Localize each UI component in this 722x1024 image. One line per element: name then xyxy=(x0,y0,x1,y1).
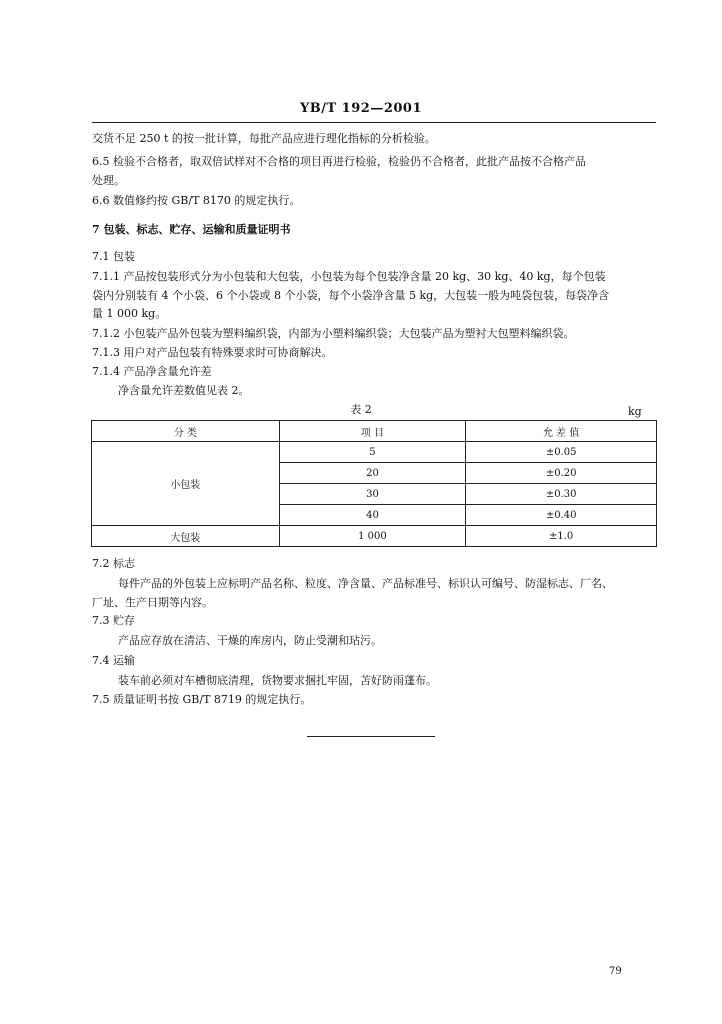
clause-6-6: 6.6 数值修约按 GB/T 8170 的规定执行。 xyxy=(92,194,301,207)
end-rule xyxy=(307,736,435,737)
section-7-2-heading: 7.2 标志 xyxy=(92,557,135,570)
clause-7-1-3: 7.1.3 用户对产品包装有特殊要求时可协商解决。 xyxy=(92,346,333,359)
page-header-title: YB/T 192—2001 xyxy=(299,101,423,116)
clause-7-2-line2: 厂址、生产日期等内容。 xyxy=(92,596,213,609)
paragraph-lot-rule: 交货不足 250 t 的按一批计算，每批产品应进行理化指标的分析检验。 xyxy=(92,132,436,145)
header-tolerance: 允 差 值 xyxy=(466,421,657,442)
section-7-1-heading: 7.1 包装 xyxy=(92,250,135,263)
category-large-package: 大包装 xyxy=(92,526,280,547)
tolerance-cell: ±0.20 xyxy=(466,463,657,484)
item-cell: 5 xyxy=(279,442,466,463)
item-cell: 40 xyxy=(279,505,466,526)
item-cell: 20 xyxy=(279,463,466,484)
clause-7-1-1-line3: 量 1 000 kg。 xyxy=(92,307,167,320)
clause-7-2-line1: 每件产品的外包装上应标明产品名称、粒度、净含量、产品标准号、标识认可编号、防湿标志、厂名、 xyxy=(118,577,613,590)
page-number: 79 xyxy=(609,966,622,977)
item-cell: 30 xyxy=(279,484,466,505)
header-category: 分 类 xyxy=(92,421,280,442)
header-item: 项 目 xyxy=(279,421,466,442)
clause-7-4-body: 装车前必须对车槽彻底清理，货物要求捆扎牢固，苫好防雨蓬布。 xyxy=(118,674,437,687)
table-header-row xyxy=(92,421,657,442)
tolerance-cell: ±0.40 xyxy=(466,505,657,526)
clause-6-5-line2: 处理。 xyxy=(92,174,125,187)
tolerance-cell: ±0.05 xyxy=(466,442,657,463)
clause-7-5: 7.5 质量证明书按 GB/T 8719 的规定执行。 xyxy=(92,693,312,706)
table-caption: 表 2 xyxy=(350,403,372,416)
table-unit: kg xyxy=(628,405,642,418)
header-rule xyxy=(92,122,656,123)
table-row xyxy=(92,442,657,463)
clause-7-1-2: 7.1.2 小包装产品外包装为塑料编织袋，内部为小塑料编织袋；大包装产品为塑衬大包塑料编织袋。 xyxy=(92,327,575,340)
table-2 xyxy=(91,420,657,547)
clause-7-1-1-line1: 7.1.1 产品按包装形式分为小包装和大包装，小包装为每个包装净含量 20 kg、30 kg、40 kg，每个包装 xyxy=(92,270,606,283)
section-7-heading: 7 包装、标志、贮存、运输和质量证明书 xyxy=(92,223,291,236)
tolerance-cell: ±0.30 xyxy=(466,484,657,505)
section-7-4-heading: 7.4 运输 xyxy=(92,654,135,667)
clause-7-1-1-line2: 袋内分别装有 4 个小袋、6 个小袋或 8 个小袋，每个小袋净含量 5 kg，大包装一般为吨袋包装，每袋净含 xyxy=(92,289,610,302)
clause-7-3-body: 产品应存放在清洁、干燥的库房内，防止受潮和玷污。 xyxy=(118,634,382,647)
category-small-package: 小包装 xyxy=(92,442,280,526)
tolerance-cell: ±1.0 xyxy=(466,526,657,547)
clause-6-5-line1: 6.5 检验不合格者，取双倍试样对不合格的项目再进行检验，检验仍不合格者，此批产品按不合格产品 xyxy=(92,155,586,168)
table-row xyxy=(92,526,657,547)
clause-7-1-4: 7.1.4 产品净含量允许差 xyxy=(92,365,212,378)
clause-7-1-4-body: 净含量允许差数值见表 2。 xyxy=(118,384,250,397)
section-7-3-heading: 7.3 贮存 xyxy=(92,614,135,627)
item-cell: 1 000 xyxy=(279,526,466,547)
